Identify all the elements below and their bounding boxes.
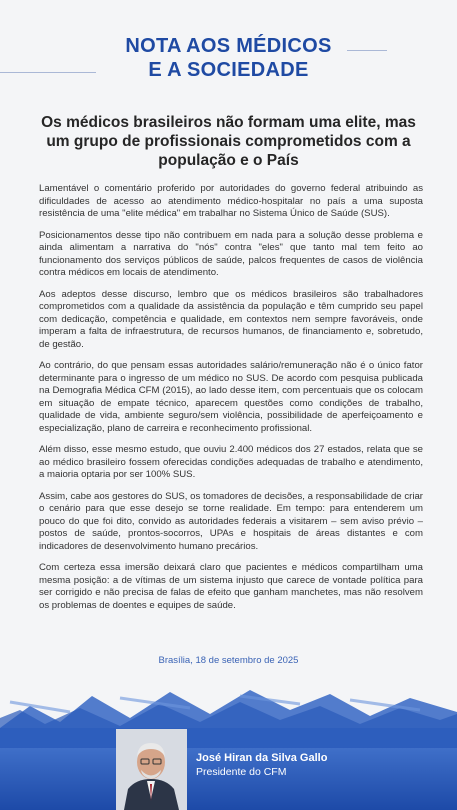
footer-band [0,688,457,810]
decorative-line [347,50,387,51]
signatory-photo [116,729,187,810]
paragraph: Ao contrário, do que pensam essas autoridades salário/remuneração não é o único fator determinante para o ingresso de um médico no SUS. De acordo com pesquisa publicada na Demografia Médica CFM (2015), ao lado desse item, com percentuais que os colocam em situação de empate técnico, aparecem questões como condições de trabalho, qualidade de vida, ambiente seguro/sem violência, possibilidade de aperfeiçoamento e especialização, plano de carreira e reconhecimento profissional. [39,360,423,434]
subtitle: Os médicos brasileiros não formam uma elite, mas um grupo de profissionais comprometidos com a população e o País [41,114,416,169]
portrait-illustration [116,729,187,810]
decorative-line [0,72,96,73]
paragraph: Posicionamentos desse tipo não contribuem em nada para a solução desse problema e ainda alimentam a narrativa do "nós" contra "eles" que tanto mal tem feito ao funcionamento dos serviços públicos de saúde, palcos frequentes de casos de violência contra médicos em locais de atendimento. [39,229,423,278]
header [0,34,457,82]
paragraph: Além disso, esse mesmo estudo, que ouviu 2.400 médicos dos 27 estados, relata que se ao médico brasileiro fossem oferecidas condições adequadas de trabalho e atendimento, a maioria optaria por ser 100% SUS. [39,444,423,480]
paragraph: Lamentável o comentário proferido por autoridades do governo federal atribuindo as dificuldades de acesso ao atendimento médico-hospitalar no país a uma suposta resistência de uma "elite médica" em trabalhar no Sistema Único de Saúde (SUS). [39,183,423,219]
date-line: Brasília, 18 de setembro de 2025 [158,655,299,666]
page-title [0,34,457,82]
brush-stroke-background [0,688,457,810]
paragraph: Com certeza essa imersão deixará claro que pacientes e médicos compartilham uma mesma posição: a de vítimas de um sistema injusto que carece de vontade política para ser corrigido e não precisa de falas de efeito que ganham manchetes, mas não resolvem os problemas de doentes e equipes de saúde. [39,562,423,611]
title-line-2: E A SOCIEDADE [148,59,309,81]
signatory-name: José Hiran da Silva Gallo [196,752,328,764]
paragraph: Assim, cabe aos gestores do SUS, os tomadores de decisões, a responsabilidade de criar o cenário para que esse desejo se torne realidade. Em tempo: para entenderem um pouco do que foi dito, convido as autoridades federais a visitarem – sem aviso prévio – postos de saúde, prontos-socorros, UPAs e hospitais de áreas distantes e com indicadores de desenvolvimento humano precários. [39,490,423,552]
signatory-role: Presidente do CFM [196,766,287,778]
paragraph: Aos adeptos desse discurso, lembro que os médicos brasileiros são trabalhadores comprometidos com a qualidade da assistência da população e têm cumprido seu papel com dedicação, competência e qualidade, em contextos nem sempre favoráveis, onde imperam a falta de infraestrutura, de recursos humanos, de financiamento e, sobretudo, de gestão. [39,288,423,350]
title-line-1: NOTA AOS MÉDICOS [125,35,332,57]
letter-body [39,183,423,621]
